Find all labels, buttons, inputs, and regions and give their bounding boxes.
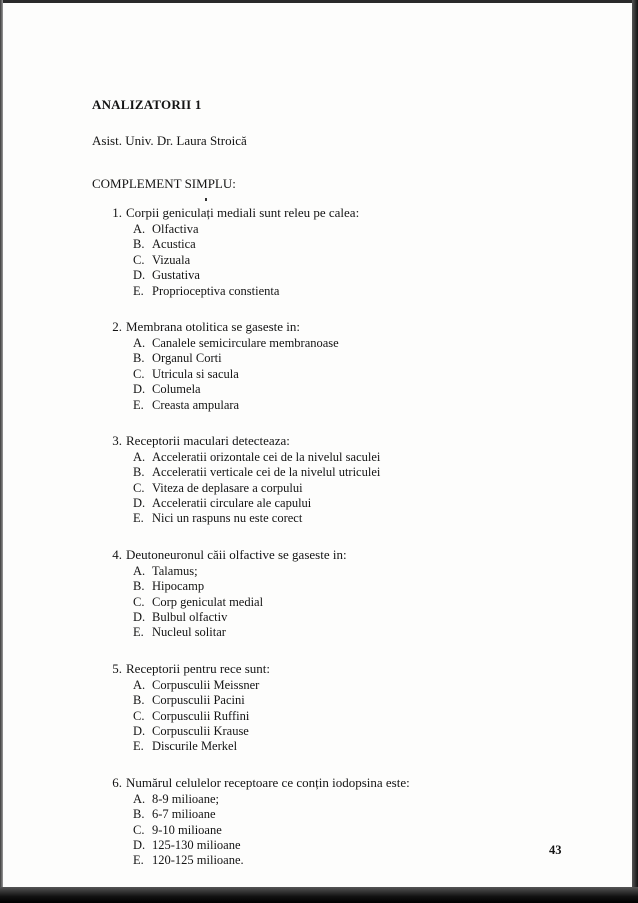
question-text: Receptorii pentru rece sunt:	[126, 660, 271, 676]
option-letter: D.	[133, 382, 146, 397]
answer-option	[133, 382, 572, 397]
answer-option	[133, 511, 572, 526]
option-letter: A.	[133, 563, 146, 578]
answer-option	[133, 678, 572, 693]
question-text: Numărul celulelor receptoare ce conțin iodopsina este:	[126, 774, 410, 790]
answer-option	[133, 823, 572, 838]
option-text: Discurile Merkel	[152, 739, 238, 754]
option-letter: D.	[133, 837, 146, 852]
option-text: 120-125 milioane.	[152, 853, 244, 868]
question-item	[92, 547, 572, 641]
option-text: Nucleul solitar	[152, 625, 226, 640]
question-stem	[92, 319, 572, 336]
option-text: Corpusculii Pacini	[152, 693, 245, 708]
scan-edge-bottom	[0, 887, 638, 903]
option-text: 125-130 milioane	[152, 837, 241, 852]
answer-option	[133, 739, 572, 754]
question-text: Corpii geniculați mediali sunt releu pe calea:	[126, 205, 360, 220]
option-letter: E.	[133, 511, 144, 526]
option-letter: C.	[133, 480, 145, 495]
option-letter: E.	[133, 283, 144, 298]
option-letter: A.	[133, 791, 146, 806]
answer-option	[133, 398, 572, 413]
option-letter: C.	[133, 252, 145, 267]
question-item	[92, 661, 572, 755]
option-text: 6-7 milioane	[152, 807, 216, 822]
question-stem	[92, 547, 572, 564]
option-letter: C.	[133, 594, 145, 609]
option-letter: A.	[133, 222, 146, 236]
answer-option	[133, 610, 572, 625]
option-letter: E.	[133, 853, 144, 868]
option-text: Proprioceptiva constienta	[152, 283, 280, 298]
option-text: Corpusculii Meissner	[152, 677, 260, 692]
option-text: Organul Corti	[152, 351, 222, 366]
answer-option	[133, 237, 572, 252]
question-number: 1.	[112, 205, 122, 220]
option-letter: C.	[133, 366, 145, 381]
answer-option	[133, 709, 572, 724]
question-item	[92, 433, 572, 527]
option-text: Viteza de deplasare a corpului	[152, 480, 303, 495]
question-text: Membrana otolitica se gaseste in:	[126, 318, 301, 334]
question-stem	[92, 661, 572, 678]
question-item	[92, 205, 572, 299]
option-letter: C.	[133, 822, 145, 837]
document-author: Asist. Univ. Dr. Laura Stroică	[92, 133, 247, 148]
option-letter: B.	[133, 351, 145, 366]
option-text: Vizuala	[152, 252, 191, 267]
question-number: 2.	[112, 318, 122, 334]
answer-option	[133, 367, 572, 382]
option-letter: D.	[133, 610, 146, 625]
option-text: Talamus;	[152, 563, 198, 578]
page-content	[92, 96, 572, 889]
question-list	[92, 205, 572, 869]
question-stem	[92, 433, 572, 450]
answer-option	[133, 807, 572, 822]
answer-option	[133, 792, 572, 807]
option-letter: B.	[133, 465, 145, 480]
answer-option	[133, 625, 572, 640]
answer-options	[92, 222, 572, 299]
answer-option	[133, 496, 572, 511]
answer-option	[133, 465, 572, 480]
answer-option	[133, 284, 572, 299]
document-title: ANALIZATORII 1	[92, 97, 202, 112]
option-letter: C.	[133, 708, 145, 723]
answer-option	[133, 693, 572, 708]
answer-options	[92, 792, 572, 869]
answer-options	[92, 678, 572, 755]
option-letter: D.	[133, 496, 146, 511]
option-text: Hipocamp	[152, 579, 205, 594]
question-number: 5.	[112, 660, 122, 676]
question-text: Receptorii maculari detecteaza:	[126, 432, 290, 448]
option-letter: D.	[133, 268, 146, 283]
option-letter: E.	[133, 625, 144, 640]
answer-options	[92, 336, 572, 413]
answer-option	[133, 481, 572, 496]
question-number: 3.	[112, 432, 122, 448]
option-text: Bulbul olfactiv	[152, 610, 228, 625]
option-text: Corpusculii Krause	[152, 723, 249, 738]
option-letter: B.	[133, 579, 145, 594]
question-item	[92, 319, 572, 413]
option-text: Nici un raspuns nu este corect	[152, 511, 303, 526]
answer-options	[92, 564, 572, 641]
answer-option	[133, 838, 572, 853]
option-letter: A.	[133, 677, 146, 692]
option-letter: A.	[133, 335, 146, 350]
option-text: Canalele semicirculare membranoase	[152, 335, 339, 350]
option-text: Creasta ampulara	[152, 397, 240, 412]
option-letter: A.	[133, 449, 146, 464]
option-text: Olfactiva	[152, 222, 199, 236]
option-text: 8-9 milioane;	[152, 791, 219, 806]
section-heading: COMPLEMENT SIMPLU:	[92, 176, 236, 191]
option-letter: B.	[133, 237, 145, 252]
scan-edge-top	[0, 0, 638, 3]
option-letter: B.	[133, 693, 145, 708]
answer-option	[133, 336, 572, 351]
question-stem	[92, 775, 572, 792]
option-text: Acustica	[152, 237, 196, 252]
question-number: 6.	[112, 774, 122, 790]
answer-option	[133, 853, 572, 868]
option-text: Acceleratii circulare ale capului	[152, 496, 312, 511]
scan-edge-left	[0, 0, 3, 903]
option-text: Corpusculii Ruffini	[152, 708, 250, 723]
option-letter: E.	[133, 739, 144, 754]
scan-edge-right	[632, 0, 638, 903]
answer-option	[133, 351, 572, 366]
answer-options	[92, 450, 572, 527]
option-text: Columela	[152, 382, 201, 397]
option-text: Acceleratii orizontale cei de la nivelul saculei	[152, 449, 381, 464]
page-number: 43	[549, 843, 562, 857]
option-text: 9-10 milioane	[152, 822, 222, 837]
option-text: Corp geniculat medial	[152, 594, 264, 609]
question-item	[92, 775, 572, 869]
answer-option	[133, 564, 572, 579]
answer-option	[133, 268, 572, 283]
answer-option	[133, 253, 572, 268]
answer-option	[133, 450, 572, 465]
question-text: Deutoneuronul căii olfactive se gaseste in:	[126, 546, 347, 562]
option-text: Gustativa	[152, 268, 200, 283]
answer-option	[133, 724, 572, 739]
option-letter: E.	[133, 397, 144, 412]
answer-option	[133, 579, 572, 594]
question-stem	[92, 205, 572, 222]
question-number: 4.	[112, 546, 122, 562]
option-letter: D.	[133, 723, 146, 738]
answer-option	[133, 595, 572, 610]
answer-option	[133, 222, 572, 237]
option-letter: B.	[133, 807, 145, 822]
option-text: Utricula si sacula	[152, 366, 239, 381]
option-text: Acceleratii verticale cei de la nivelul utriculei	[152, 465, 381, 480]
